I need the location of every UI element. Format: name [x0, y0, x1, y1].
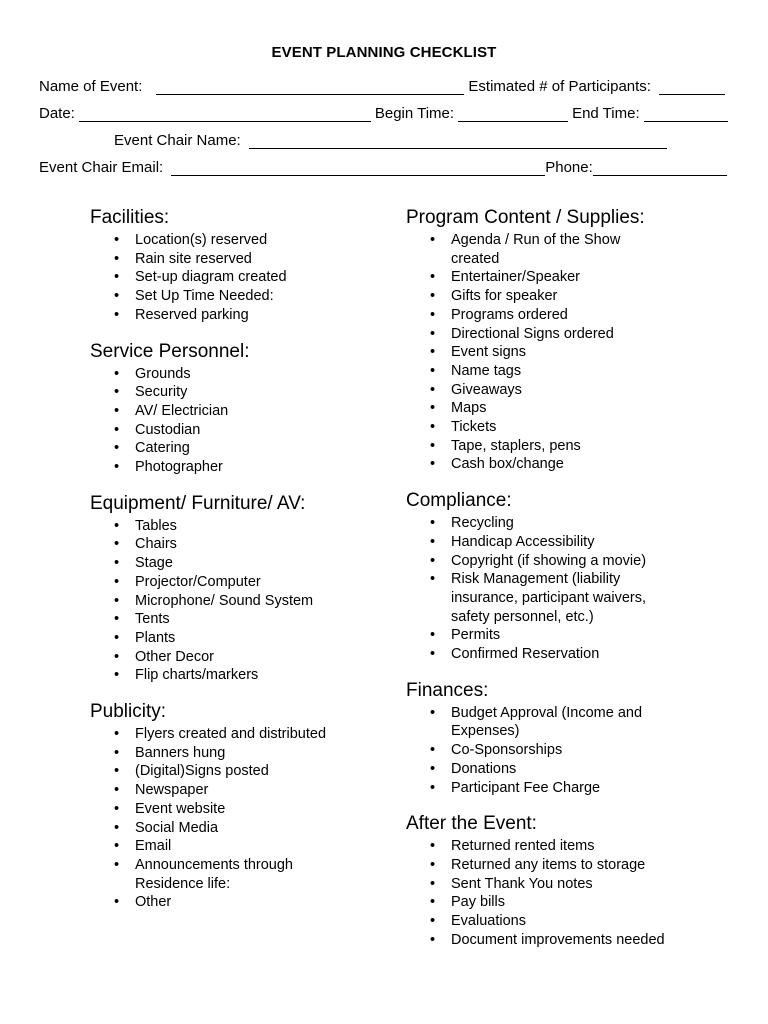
- phone-field[interactable]: [593, 162, 727, 176]
- event-name-label: Name of Event:: [39, 78, 143, 95]
- checklist-item: • Cash box/change: [406, 455, 746, 474]
- checklist-item: • Stage: [90, 554, 390, 573]
- section-heading: Publicity:: [90, 701, 167, 723]
- checklist-item: • Returned rented items: [406, 837, 746, 856]
- checklist-item: • Maps: [406, 399, 746, 418]
- section-equipment: [90, 492, 390, 685]
- section-service-personnel: [90, 340, 390, 477]
- checklist-item: • Set Up Time Needed:: [90, 287, 390, 306]
- checklist-item: • Returned any items to storage: [406, 856, 746, 875]
- section-heading: Equipment/ Furniture/ AV:: [90, 492, 306, 514]
- checklist-item: • Photographer: [90, 458, 390, 477]
- right-column: [406, 206, 746, 965]
- chair-name-label: Event Chair Name:: [114, 132, 241, 149]
- checklist-item: • Security: [90, 383, 390, 402]
- section-heading: Service Personnel:: [90, 340, 250, 362]
- checklist-item: • Custodian: [90, 421, 390, 440]
- checklist-item: • Agenda / Run of the Show created: [406, 231, 656, 268]
- checklist-item: • Banners hung: [90, 744, 390, 763]
- checklist-item: • Programs ordered: [406, 306, 746, 325]
- checklist-item: • Event signs: [406, 343, 746, 362]
- chair-name-field[interactable]: [249, 135, 667, 149]
- section-heading: Compliance:: [406, 490, 512, 512]
- checklist-item: • Plants: [90, 629, 390, 648]
- checklist-item: • Sent Thank You notes: [406, 875, 746, 894]
- checklist-item: • Flyers created and distributed: [90, 725, 390, 744]
- event-name-row: [39, 78, 729, 95]
- checklist-item: • AV/ Electrician: [90, 402, 390, 421]
- checklist-item: • Confirmed Reservation: [406, 645, 746, 664]
- checklist-item: • Tickets: [406, 418, 746, 437]
- chair-email-row: [39, 159, 731, 176]
- section-after-event: [406, 812, 746, 949]
- checklist-item: • Tables: [90, 517, 390, 536]
- checklist-item: • Tape, staplers, pens: [406, 437, 746, 456]
- checklist-item: • Recycling: [406, 514, 746, 533]
- checklist-item: • Announcements through Residence life:: [90, 856, 320, 893]
- checklist-item: • Document improvements needed: [406, 931, 746, 950]
- checklist-item: • Giveaways: [406, 381, 746, 400]
- checklist-item: • Participant Fee Charge: [406, 779, 746, 798]
- checklist-item: • Tents: [90, 610, 390, 629]
- checklist-item: • Copyright (if showing a movie): [406, 552, 746, 571]
- checklist-item: • Email: [90, 837, 390, 856]
- section-facilities: [90, 206, 390, 325]
- checklist-item: • (Digital)Signs posted: [90, 762, 390, 781]
- end-time-label: End Time:: [572, 105, 640, 122]
- checklist-item: • Other Decor: [90, 648, 390, 667]
- checklist-item: • Grounds: [90, 365, 390, 384]
- left-column: [90, 206, 390, 927]
- section-heading: After the Event:: [406, 813, 537, 835]
- date-time-row: [39, 105, 732, 122]
- checklist-item: • Budget Approval (Income and Expenses): [406, 704, 666, 741]
- checklist-item: • Pay bills: [406, 893, 746, 912]
- checklist-item: • Donations: [406, 760, 746, 779]
- section-program-content: [406, 206, 746, 474]
- participants-field[interactable]: [659, 81, 725, 95]
- event-name-field[interactable]: [156, 81, 464, 95]
- checklist-item: • Microphone/ Sound System: [90, 592, 390, 611]
- chair-email-label: Event Chair Email:: [39, 159, 164, 176]
- section-compliance: [406, 489, 746, 664]
- section-finances: [406, 679, 746, 798]
- checklist-item: • Name tags: [406, 362, 746, 381]
- checklist-item: • Catering: [90, 439, 390, 458]
- begin-time-label: Begin Time:: [374, 105, 455, 122]
- chair-name-row: [114, 132, 671, 149]
- date-field[interactable]: [79, 108, 371, 122]
- checklist-item: • Gifts for speaker: [406, 287, 746, 306]
- checklist-item: • Handicap Accessibility: [406, 533, 746, 552]
- checklist-item: • Flip charts/markers: [90, 666, 390, 685]
- checklist-item: • Location(s) reserved: [90, 231, 390, 250]
- page-title: EVENT PLANNING CHECKLIST: [271, 44, 497, 61]
- checklist-item: • Newspaper: [90, 781, 390, 800]
- checklist-item: • Projector/Computer: [90, 573, 390, 592]
- section-heading: Program Content / Supplies:: [406, 207, 645, 228]
- checklist-item: • Rain site reserved: [90, 250, 390, 269]
- section-publicity: [90, 700, 390, 912]
- phone-label: Phone:: [545, 159, 593, 176]
- checklist-item: • Permits: [406, 626, 746, 645]
- checklist-item: • Directional Signs ordered: [406, 325, 746, 344]
- date-label: Date:: [39, 105, 75, 122]
- checklist-item: • Reserved parking: [90, 306, 390, 325]
- checklist-item: • Event website: [90, 800, 390, 819]
- checklist-item: • Social Media: [90, 819, 390, 838]
- checklist-item: • Chairs: [90, 535, 390, 554]
- chair-email-field[interactable]: [171, 162, 545, 176]
- participants-label: Estimated # of Participants:: [468, 78, 651, 95]
- end-time-field[interactable]: [644, 108, 728, 122]
- checklist-item: • Risk Management (liability insurance, participant waivers, safety personnel, etc.): [406, 570, 666, 626]
- checklist-item: • Entertainer/Speaker: [406, 268, 746, 287]
- section-heading: Facilities:: [90, 207, 170, 228]
- begin-time-field[interactable]: [458, 108, 568, 122]
- checklist-item: • Co-Sponsorships: [406, 741, 746, 760]
- checklist-item: • Set-up diagram created: [90, 268, 390, 287]
- section-heading: Finances:: [406, 679, 489, 701]
- checklist-item: • Evaluations: [406, 912, 746, 931]
- checklist-item: • Other: [90, 893, 390, 912]
